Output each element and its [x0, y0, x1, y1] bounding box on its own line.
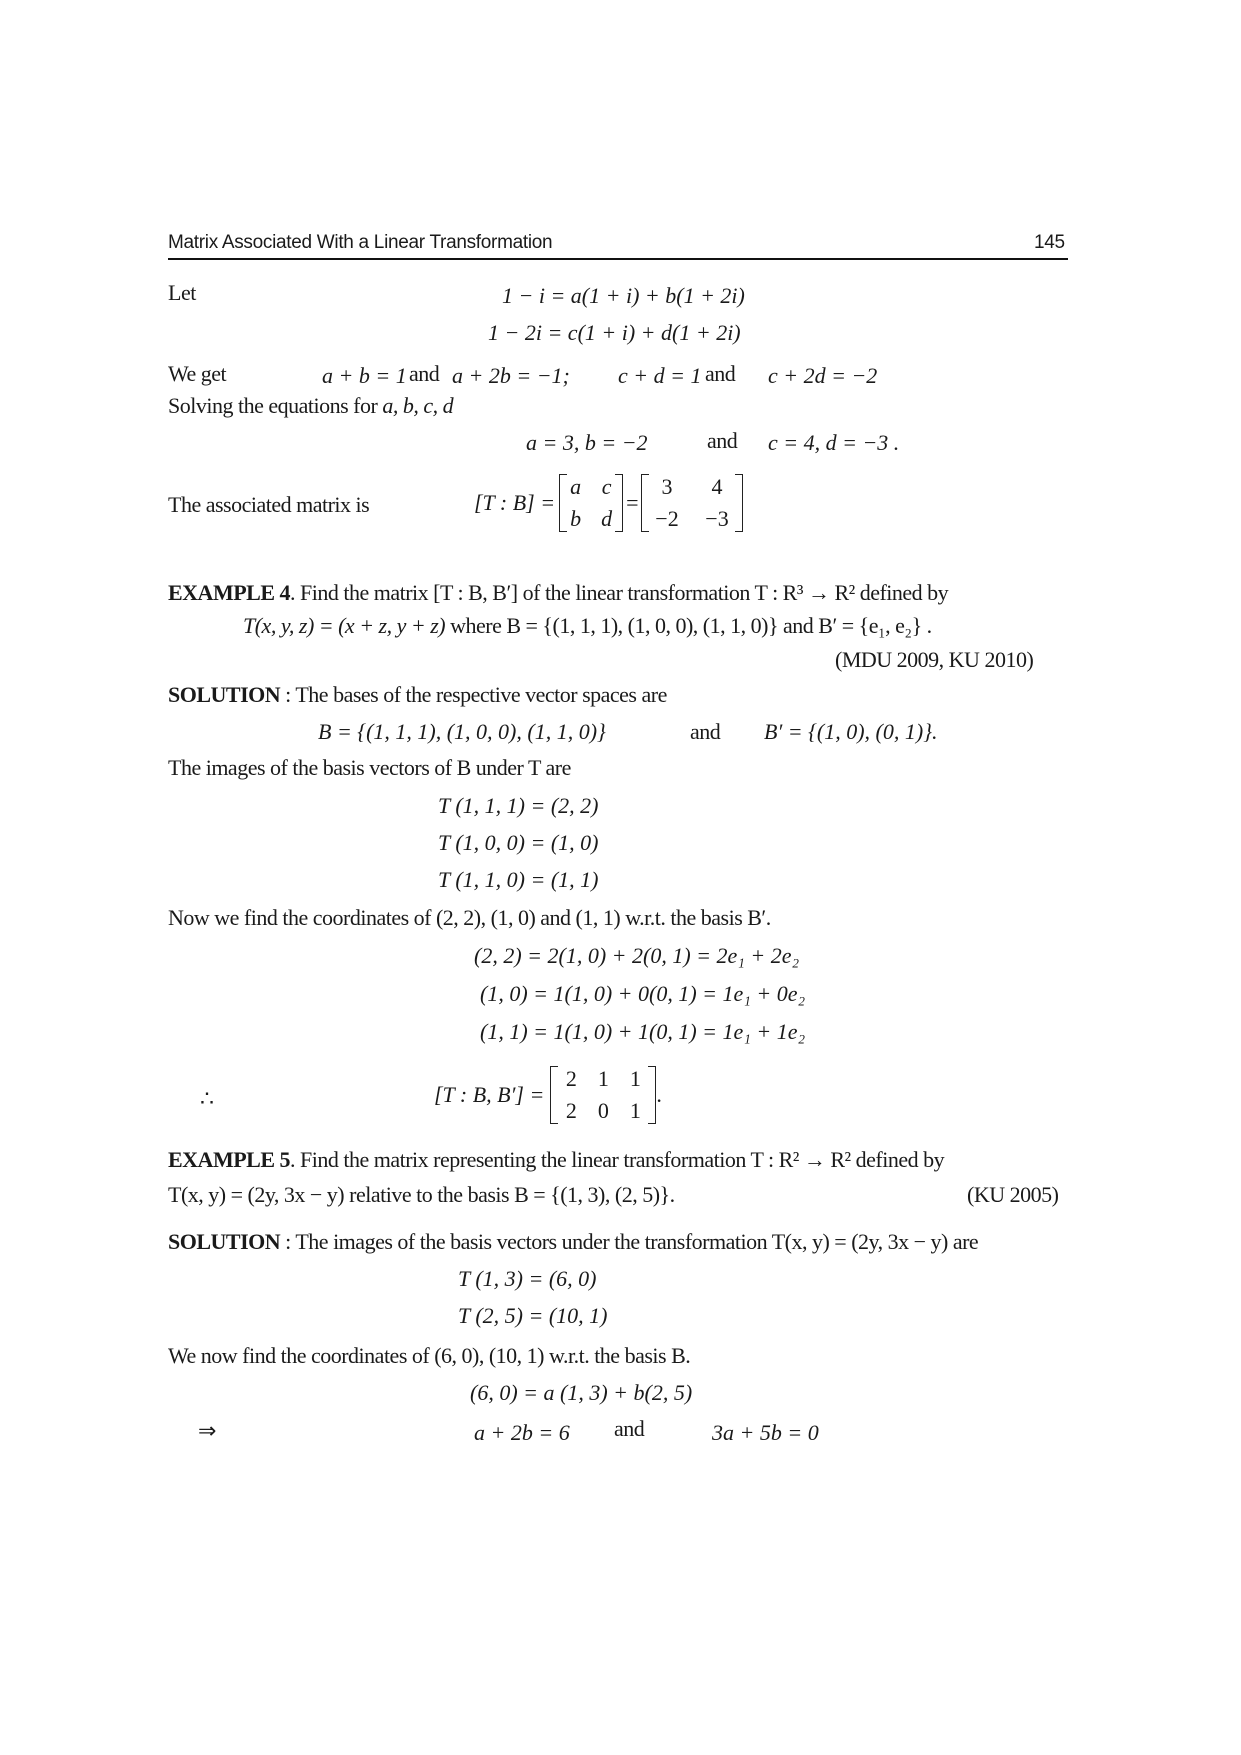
image-2: T (2, 5) = (10, 1): [458, 1303, 608, 1328]
matrix-cell: −2: [655, 506, 679, 531]
associated-matrix-label: The associated matrix is: [168, 492, 370, 517]
coordinate-1: (2, 2) = 2(1, 0) + 2(0, 1) = 2e₁ + 2e₂: [474, 943, 800, 968]
period: .: [656, 1082, 662, 1107]
image-3: T (1, 1, 0) = (1, 1): [438, 867, 599, 892]
we-get-label: We get: [168, 361, 227, 386]
and-text: and: [705, 361, 736, 386]
matrix-cell: 2: [565, 1098, 577, 1123]
implies-symbol: ⇒: [198, 1418, 216, 1443]
basis-B-prime: B′ = {(1, 0), (0, 1)}.: [764, 719, 938, 744]
coordinate-equation: (6, 0) = a (1, 3) + b(2, 5): [470, 1380, 693, 1405]
coordinate-2: (1, 0) = 1(1, 0) + 0(0, 1) = 1e₁ + 0e₂: [480, 981, 806, 1006]
matrix-cell: 3: [661, 474, 673, 499]
coordinate-3: (1, 1) = 1(1, 0) + 1(0, 1) = 1e₁ + 1e₂: [480, 1019, 806, 1044]
matrix-lhs: [T : B] =: [474, 490, 556, 515]
solving-text: [168, 393, 453, 419]
basis-B: B = {(1, 1, 1), (1, 0, 0), (1, 1, 0)}: [318, 719, 606, 744]
example-4-statement: [168, 580, 948, 606]
let-label: Let: [168, 280, 196, 305]
coordinates-text: We now find the coordinates of (6, 0), (10, 1) w.r.t. the basis B.: [168, 1343, 691, 1368]
left-bracket: [559, 474, 567, 532]
matrix-cell: 1: [597, 1066, 609, 1091]
matrix-cell: 1: [629, 1066, 641, 1091]
transformation-definition: T(x, y, z) = (x + z, y + z): [243, 613, 446, 638]
matrix-cell: 2: [565, 1066, 577, 1091]
and-text: and: [409, 361, 440, 386]
numeric-matrix: [641, 474, 743, 532]
matrix-cell: c: [601, 474, 612, 499]
example-5-line2: T(x, y) = (2y, 3x − y) relative to the basis B = {(1, 3), (2, 5)}.: [168, 1182, 675, 1207]
matrix-cell: 4: [711, 474, 723, 499]
solving-vars: a, b, c, d: [382, 393, 454, 418]
bases-definition: where B = {(1, 1, 1), (1, 0, 0), (1, 1, 0)} and B′ = {e₁, e₂} .: [450, 613, 932, 638]
example-4-solution: [168, 682, 667, 708]
matrix-cell: 0: [597, 1098, 609, 1123]
right-bracket: [735, 474, 743, 532]
equation-cd2: c + 2d = −2: [768, 363, 878, 388]
solution-ab: a = 3, b = −2: [526, 430, 648, 455]
equation-2: 1 − 2i = c(1 + i) + d(1 + 2i): [488, 320, 741, 345]
page-number: 145: [1034, 232, 1065, 253]
example-5-statement: [168, 1147, 944, 1173]
solution-label: SOLUTION: [168, 1229, 281, 1254]
right-bracket: [615, 474, 623, 532]
solving-label: Solving the equations for: [168, 393, 378, 418]
matrix-cell: −3: [705, 506, 729, 531]
right-bracket: [648, 1066, 656, 1124]
example-4-reference: (MDU 2009, KU 2010): [835, 647, 1034, 672]
matrix-cell: a: [570, 474, 582, 499]
result-lhs: [T : B, B′] =: [434, 1082, 545, 1107]
example-5-text: . Find the matrix representing the linear transformation T : R² → R² defined by: [290, 1147, 945, 1172]
matrix-cell: 1: [629, 1098, 641, 1123]
and-text: and: [707, 428, 738, 453]
images-text: The images of the basis vectors of B under T are: [168, 755, 571, 780]
result-matrix-equation: [434, 1066, 661, 1124]
running-header-title: Matrix Associated With a Linear Transformation: [168, 232, 553, 253]
matrix-cell: d: [601, 506, 613, 531]
result-matrix: [550, 1066, 656, 1124]
coordinates-text: Now we find the coordinates of (2, 2), (1, 0) and (1, 1) w.r.t. the basis B′.: [168, 905, 771, 930]
header-rule: [168, 258, 1068, 260]
equals-sign: =: [626, 490, 638, 515]
example-5-reference: (KU 2005): [967, 1182, 1059, 1207]
equation-b: 3a + 5b = 0: [712, 1420, 819, 1445]
matrix-cell: b: [570, 506, 582, 531]
therefore-symbol: ∴: [200, 1086, 214, 1111]
equation-1: 1 − i = a(1 + i) + b(1 + 2i): [502, 283, 745, 308]
solution-label: SOLUTION: [168, 682, 281, 707]
left-bracket: [550, 1066, 558, 1124]
left-bracket: [641, 474, 649, 532]
example-4-text: . Find the matrix [T : B, B′] of the linear transformation T : R³ → R² defined by: [290, 580, 949, 605]
equation-cd1: c + d = 1: [618, 363, 702, 388]
and-text: and: [614, 1416, 645, 1441]
equation-ab1: a + b = 1: [322, 363, 407, 388]
solution-text: : The bases of the respective vector spaces are: [280, 682, 667, 707]
solution-cd: c = 4, d = −3 .: [768, 430, 900, 455]
example-5-heading: EXAMPLE 5: [168, 1147, 290, 1172]
solution-text: : The images of the basis vectors under the transformation T(x, y) = (2y, 3x − y) are: [280, 1229, 979, 1254]
example-4-heading: EXAMPLE 4: [168, 580, 290, 605]
equation-ab2: a + 2b = −1;: [452, 363, 570, 388]
image-1: T (1, 3) = (6, 0): [458, 1266, 597, 1291]
symbolic-matrix: [559, 474, 623, 532]
image-1: T (1, 1, 1) = (2, 2): [438, 793, 599, 818]
image-2: T (1, 0, 0) = (1, 0): [438, 830, 599, 855]
equation-a: a + 2b = 6: [474, 1420, 570, 1445]
and-text: and: [690, 719, 721, 744]
associated-matrix-equation: [474, 474, 743, 532]
example-5-solution: [168, 1229, 978, 1255]
example-4-line2: [243, 613, 932, 639]
